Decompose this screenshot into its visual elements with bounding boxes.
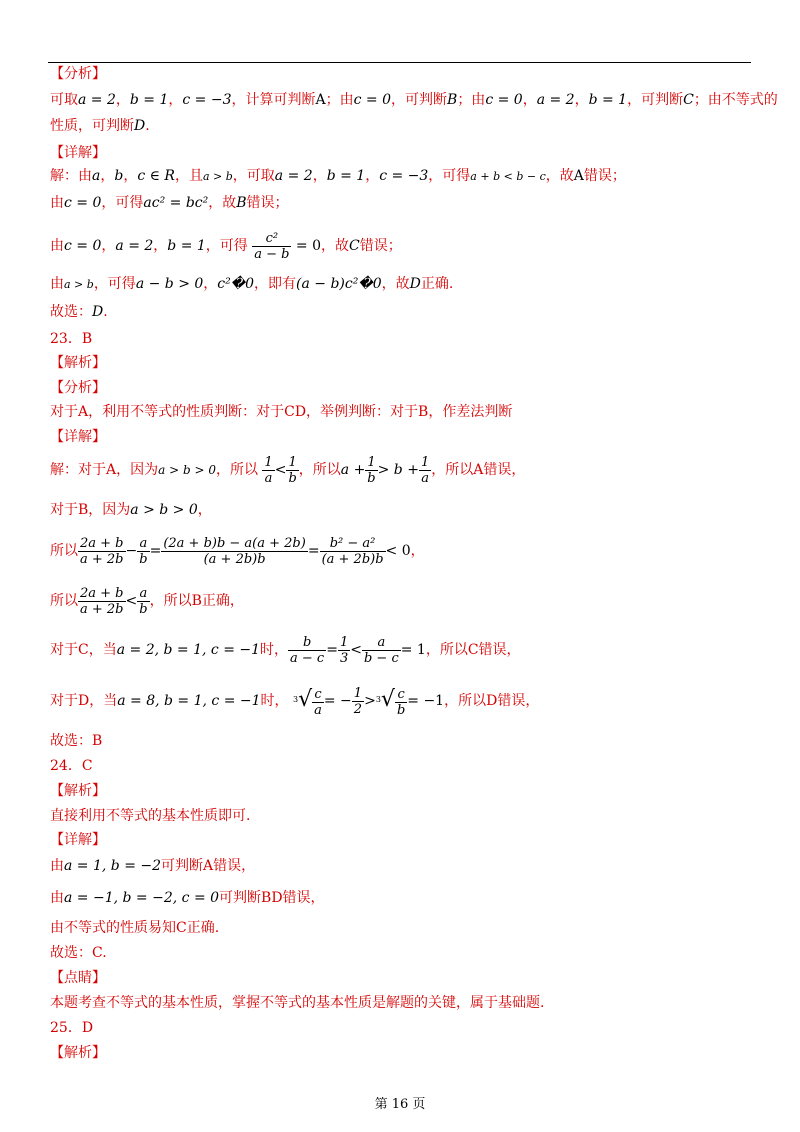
q23-line-b-calc: 所以 $\frac{2a + b}{a + 2b}$ − $\frac{a}{b}$ = $\frac{(2a + b)b - a(a + 2b)}{(a + 2b)b}$ = $\frac{\text{b² − a²}}{(a + 2b)b}$ < 0， — [50, 535, 425, 567]
q23-header: 23．B — [50, 331, 93, 347]
q22-answer: 故选：D. — [50, 304, 108, 320]
q25-header: 25．D — [50, 1020, 94, 1036]
q24-tag-jiexi: 【解析】 — [50, 783, 106, 799]
q24-line1: 由a = 1, b = −2可判断A错误， — [50, 858, 256, 874]
q23-line-b-result: 所以 $\frac{2a + b}{a + 2b}$ < $\frac{a}{b}$ ，所以B正确， — [50, 585, 244, 617]
q24-line3: 由不等式的性质易知C正确. — [50, 920, 220, 936]
q23-tag-fenxi: 【分析】 — [50, 380, 106, 396]
q23-tag-jiexi: 【解析】 — [50, 355, 106, 371]
cube-root-1: $^3$√ $\frac{c}{a}$ — [292, 686, 322, 718]
q22-fenxi-line2: 性质，可判断D. — [50, 118, 150, 134]
q23-line-c: 对于C，当a = 2, b = 1, c = −1时， $\frac{b}{a - c}$ = $\frac{1}{3}$ < $\frac{a}{b - c}$ = 1，所以C错误， — [50, 634, 521, 666]
page-number: 第 16 页 — [374, 1097, 426, 1112]
q23-line-b: 对于B，因为a > b > 0， — [50, 502, 212, 518]
cube-root-2: $^3$√ $\frac{c}{b}$ — [375, 686, 406, 718]
q23-tag-xiangjie: 【详解】 — [50, 429, 106, 445]
header-rule — [48, 62, 751, 63]
q22-fenxi-line1: 可取a = 2，b = 1，c = −3，计算可判断A；由c = 0，可判断B；由c = 0，a = 2，b = 1，可判断C；由不等式的 — [50, 92, 778, 108]
q22-fraction: $\frac{\text{c²}}{a - b}$ — [254, 230, 290, 262]
q22-tag-fenxi: 【分析】 — [50, 66, 106, 82]
q23-line-a: 解：对于A，因为a > b > 0，所以 $\frac{1}{a}$ < $\frac{1}{b}$ ，所以a + $\frac{1}{b}$ > b + $\frac{1}{a}$ ，所以A错误， — [50, 454, 526, 486]
q22-jie-line1: 解：由a，b，c ∈ R，且a > b，可取a = 2，b = 1，c = −3，可得a + b < b − c，故A错误； — [50, 168, 626, 184]
q24-tag-dianjing: 【点睛】 — [50, 970, 106, 986]
q24-line2: 由a = −1, b = −2, c = 0可判断BD错误， — [50, 890, 325, 906]
q22-jie-line3: 由c = 0，a = 2，b = 1，可得 $\frac{\text{c²}}{a - b}$ = 0，故C错误； — [50, 230, 402, 262]
q22-jie-line4: 由a > b，可得a − b > 0，c²�0，即有(a − b)c²�0，故D正确. — [50, 276, 454, 292]
q23-fenxi: 对于A，利用不等式的性质判断：对于CD，举例判断：对于B，作差法判断 — [50, 404, 513, 420]
q22-jie-line2: 由c = 0，可得ac² = bc²，故B错误； — [50, 195, 289, 211]
q25-tag-jiexi: 【解析】 — [50, 1045, 106, 1061]
q24-answer: 故选：C. — [50, 945, 107, 961]
q24-dianjing: 本题考查不等式的基本性质，掌握不等式的基本性质是解题的关键，属于基础题. — [50, 995, 545, 1011]
q24-jiexi: 直接利用不等式的基本性质即可. — [50, 808, 251, 824]
q24-header: 24．C — [50, 758, 93, 774]
q24-tag-xiangjie: 【详解】 — [50, 832, 106, 848]
q23-answer: 故选：B — [50, 733, 103, 749]
q22-tag-xiangjie: 【详解】 — [50, 145, 106, 161]
q23-line-d: 对于D，当a = 8, b = 1, c = −1时， $^3$√ $\frac{c}{a}$ = − $\frac{1}{2}$ >$^3$√ $\frac{c}{b}$ = −1，所以D错误， — [50, 680, 539, 722]
